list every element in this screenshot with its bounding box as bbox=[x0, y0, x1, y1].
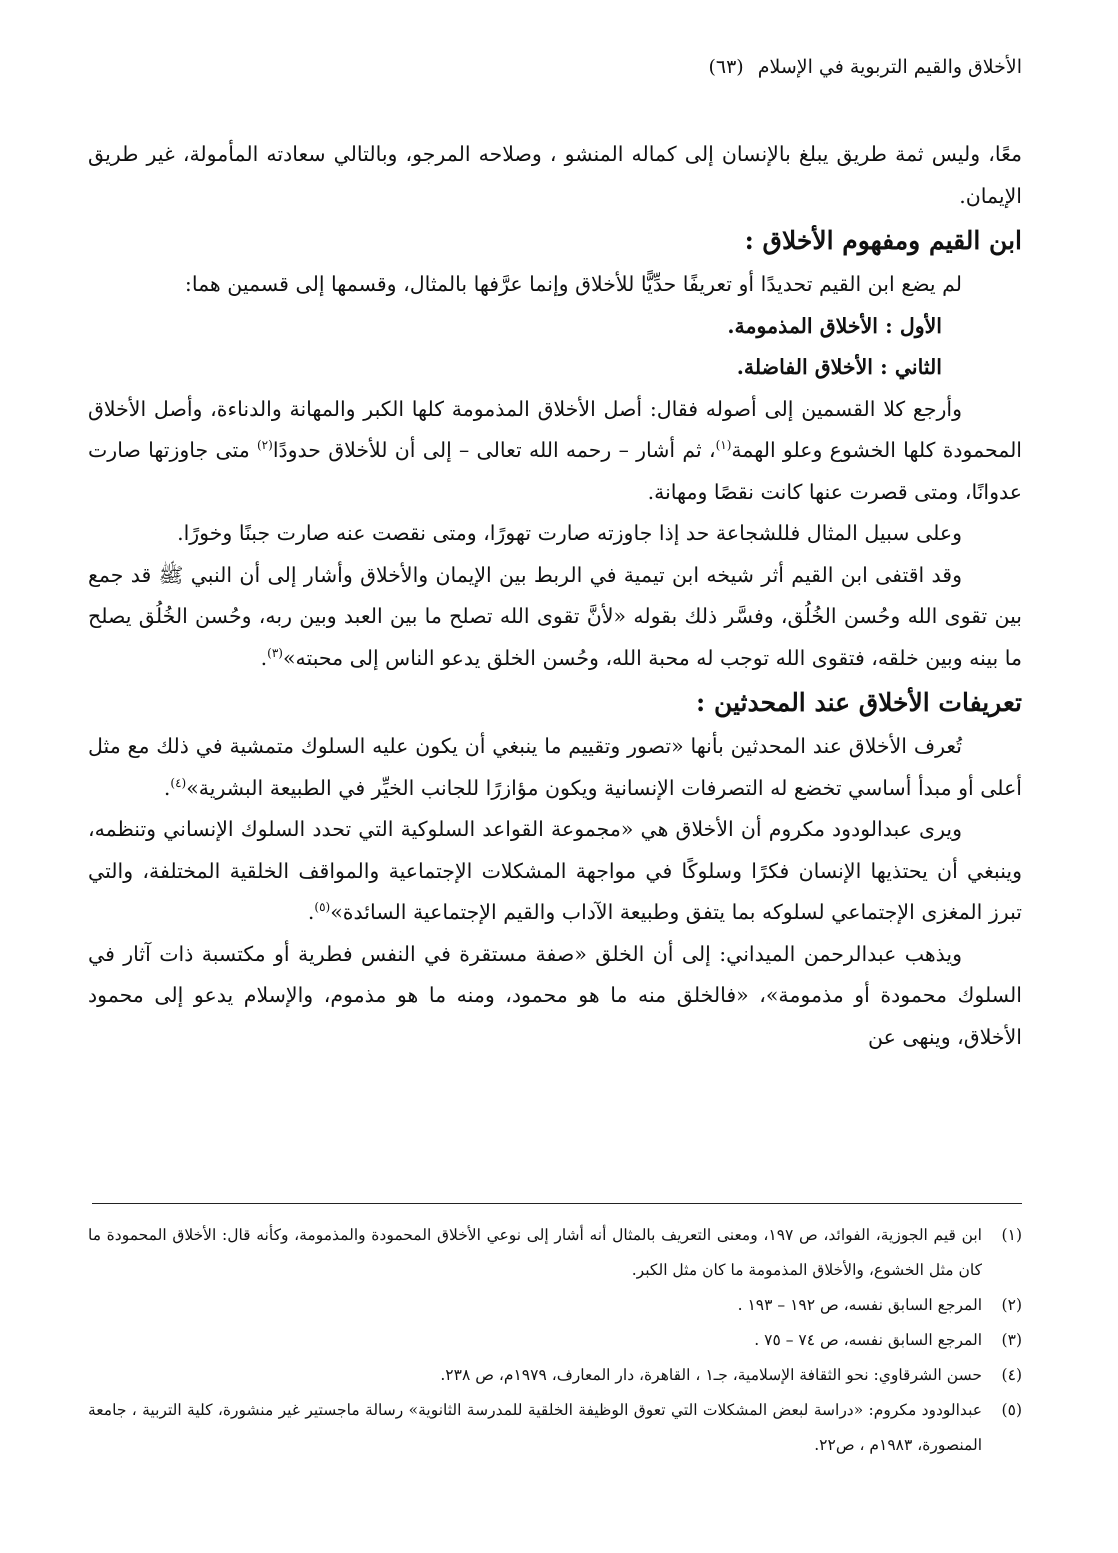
paragraph-modern-definition-text: تُعرف الأخلاق عند المحدثين بأنها «تصور وتقييم ما ينبغي أن يكون عليه السلوك متمشية في ذلك مع مثل أعلى أو مبدأ أساسي تخضع له التصرفات الإنسانية ويكون مؤازرًا للجانب الخيِّر في الطبيعة البشرية» bbox=[88, 734, 1022, 800]
paragraph-modern-definition bbox=[88, 726, 1022, 809]
list-item-first-label: الأول : bbox=[885, 313, 942, 338]
footnote-item bbox=[88, 1288, 1022, 1323]
footnote-text: المرجع السابق نفسه، ص ١٩٢ – ١٩٣ . bbox=[737, 1296, 982, 1314]
paragraph-makroum-text: ويرى عبدالودود مكروم أن الأخلاق هي «مجموعة القواعد السلوكية التي تحدد السلوك الإنساني وتنظمه، وينبغي أن يحتذيها الإنسان فكرًا وسلوكًا في مواجهة المشكلات الإجتماعية والمواقف الخلقية المختلفة، والتي تبرز المغزى الإجتماعي لسلوكه بما يتفق وطبيعة الآداب والقيم الإجتماعية السائدة» bbox=[88, 817, 1022, 924]
footnote-number: (٣) bbox=[1001, 1331, 1022, 1349]
section-heading-ibn-alqayyim: ابن القيم ومفهوم الأخلاق : bbox=[744, 226, 1022, 255]
paragraph-ibn-taymiyya-text: وقد اقتفى ابن القيم أثر شيخه ابن تيمية في الربط بين الإيمان والأخلاق وأشار إلى أن النبي ﷺ قد جمع بين تقوى الله وحُسن الخُلُق، وفسَّر ذلك بقوله «لأنَّ تقوى الله تصلح ما بين العبد وبين ربه، وحُسن الخُلُق يصلح ما بينه وبين خلقه، فتقوى الله توجب له محبة الله، وحُسن الخلق يدعو الناس إلى محبته» bbox=[88, 562, 1022, 670]
paragraph-origins-part-a: وأرجع كلا القسمين إلى أصوله فقال: أصل الأخلاق المذمومة كلها الكبر والمهانة والدناءة، وأصل الأخلاق المحمودة كلها الخشوع وعلو الهمة bbox=[88, 396, 1023, 462]
paragraph-continuation: معًا، وليس ثمة طريق يبلغ بالإنسان إلى كماله المنشو ، وصلاحه المرجو، وبالتالي سعادته المأمولة، غير طريق الإيمان. bbox=[88, 142, 1022, 208]
footnote-number: (١) bbox=[1001, 1226, 1022, 1244]
paragraph-ibn-taymiyya-end: . bbox=[260, 645, 268, 670]
list-item-second-text: الأخلاق الفاضلة. bbox=[736, 355, 873, 379]
section-heading-modern-definitions: تعريفات الأخلاق عند المحدثين : bbox=[696, 688, 1022, 717]
footnote-divider bbox=[92, 1203, 1022, 1204]
main-text bbox=[88, 134, 1022, 1058]
paragraph-makroum bbox=[88, 809, 1022, 934]
footnote-text: حسن الشرقاوي: نحو الثقافة الإسلامية، جـ١ ، القاهرة، دار المعارف، ١٩٧٩م، ص ٢٣٨. bbox=[440, 1366, 982, 1384]
footnote-ref-5[interactable]: (٥) bbox=[314, 900, 331, 915]
running-header bbox=[88, 52, 1022, 82]
paragraph-maydani: ويذهب عبدالرحمن الميداني: إلى أن الخلق «صفة مستقرة في النفس فطرية أو مكتسبة ذات آثار في السلوك محمودة أو مذمومة»، «فالخلق منه ما هو محمود، ومنه ما هو مذموم، والإسلام يدعو إلى محمود الأخلاق، وينهى عن bbox=[88, 941, 1022, 1049]
page-number: (٦٣) bbox=[708, 56, 744, 78]
list-item-first bbox=[88, 306, 1022, 348]
footnote-ref-3[interactable]: (٣) bbox=[267, 645, 283, 660]
footnote-text: ابن قيم الجوزية، الفوائد، ص ١٩٧، ومعنى التعريف بالمثال أنه أشار إلى نوعي الأخلاق المحمودة والمذمومة، وكأنه قال: الأخلاق المحمودة ما كان مثل الخشوع، والأخلاق المذمومة ما كان مثل الكبر. bbox=[88, 1226, 982, 1279]
list-item-second bbox=[88, 347, 1022, 389]
footnote-item bbox=[88, 1393, 1022, 1463]
footnote-text: عبدالودود مكروم: «دراسة لبعض المشكلات التي تعوق الوظيفة الخلقية للمدرسة الثانوية» رسالة ماجستير غير منشورة، كلية التربية ، جامعة المنصورة، ١٩٨٣م ، ص٢٢. bbox=[88, 1401, 982, 1454]
paragraph-makroum-end: . bbox=[307, 900, 315, 924]
footnote-number: (٤) bbox=[1001, 1366, 1022, 1384]
footnote-item bbox=[88, 1323, 1022, 1358]
list-item-first-text: الأخلاق المذمومة. bbox=[727, 313, 878, 338]
footnote-ref-1[interactable]: (١) bbox=[715, 438, 732, 453]
paragraph-ibn-alqayyim-intro: لم يضع ابن القيم تحديدًا أو تعريفًا حدِّيًّا للأخلاق وإنما عرَّفها بالمثال، وقسمها إلى قسمين هما: bbox=[184, 272, 962, 296]
paragraph-courage-example: وعلى سبيل المثال فللشجاعة حد إذا جاوزته صارت تهورًا، ومتى نقصت عنه صارت جبنًا وخورًا. bbox=[177, 521, 962, 545]
footnotes bbox=[88, 1218, 1022, 1463]
running-header-title: الأخلاق والقيم التربوية في الإسلام bbox=[757, 56, 1022, 78]
footnote-text: المرجع السابق نفسه، ص ٧٤ – ٧٥ . bbox=[754, 1331, 982, 1349]
paragraph-origins bbox=[88, 389, 1022, 514]
paragraph-origins-part-c: متى جاوزتها صارت عدوانًا، ومتى قصرت عنها كانت نقصًا ومهانة. bbox=[88, 438, 1022, 504]
footnote-item bbox=[88, 1358, 1022, 1393]
paragraph-modern-definition-end: . bbox=[163, 775, 171, 800]
paragraph-origins-part-b: ، ثم أشار – رحمه الله تعالى – إلى أن للأخلاق حدودًا bbox=[272, 438, 716, 462]
footnote-number: (٢) bbox=[1001, 1296, 1022, 1314]
footnote-item bbox=[88, 1218, 1022, 1288]
footnote-number: (٥) bbox=[1001, 1401, 1022, 1419]
paragraph-ibn-taymiyya bbox=[88, 555, 1022, 680]
list-item-second-label: الثاني : bbox=[880, 355, 942, 379]
footnote-ref-4[interactable]: (٤) bbox=[170, 775, 187, 790]
footnote-ref-2[interactable]: (٢) bbox=[256, 438, 273, 453]
